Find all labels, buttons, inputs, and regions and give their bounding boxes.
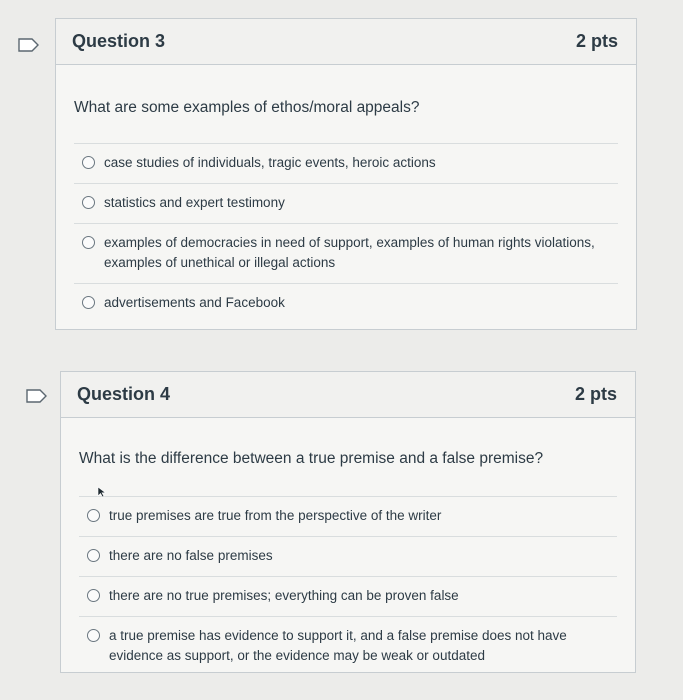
radio-button-icon[interactable] [87,509,100,522]
answer-label: a true premise has evidence to support it, and a false premise does not have evidence as support, or the evidence may be weak or outdated [109,628,567,663]
answer-option[interactable] [79,576,617,616]
question-points: 2 pts [574,384,617,404]
question-4-body [61,418,635,676]
question-4 [60,371,636,673]
radio-button-icon[interactable] [87,629,100,642]
answer-option[interactable] [79,536,617,576]
answer-label: case studies of individuals, tragic events, heroic actions [104,155,436,170]
answer-label: true premises are true from the perspective of the writer [109,508,442,523]
question-prompt: What are some examples of ethos/moral appeals? [74,99,420,116]
answer-label: there are no false premises [109,548,273,563]
radio-button-icon[interactable] [82,196,95,209]
answer-option[interactable] [74,283,618,323]
question-3 [55,18,637,330]
flag-question-4-icon[interactable] [26,389,48,403]
radio-button-icon[interactable] [87,589,100,602]
question-4-header [61,372,635,418]
flag-question-3-icon[interactable] [18,38,40,52]
answer-option[interactable] [74,183,618,223]
radio-button-icon[interactable] [82,236,95,249]
answer-label: statistics and expert testimony [104,195,285,210]
question-title: Question 4 [77,384,171,404]
answer-label: there are no true premises; everything can be proven false [109,588,459,603]
answer-label: advertisements and Facebook [104,295,285,310]
question-title: Question 3 [72,31,166,51]
radio-button-icon[interactable] [82,156,95,169]
question-3-header [56,19,636,65]
answer-label: examples of democracies in need of support, examples of human rights violations, examples of unethical or illegal actions [104,235,595,270]
answer-list [74,143,618,323]
answer-list [79,496,617,676]
answer-option[interactable] [74,143,618,183]
question-3-body [56,65,636,323]
answer-option[interactable] [79,496,617,536]
radio-button-icon[interactable] [82,296,95,309]
answer-option[interactable] [79,616,617,676]
question-prompt: What is the difference between a true premise and a false premise? [79,450,544,467]
answer-option[interactable] [74,223,618,283]
radio-button-icon[interactable] [87,549,100,562]
mouse-pointer-icon [97,486,107,498]
question-points: 2 pts [575,31,618,51]
